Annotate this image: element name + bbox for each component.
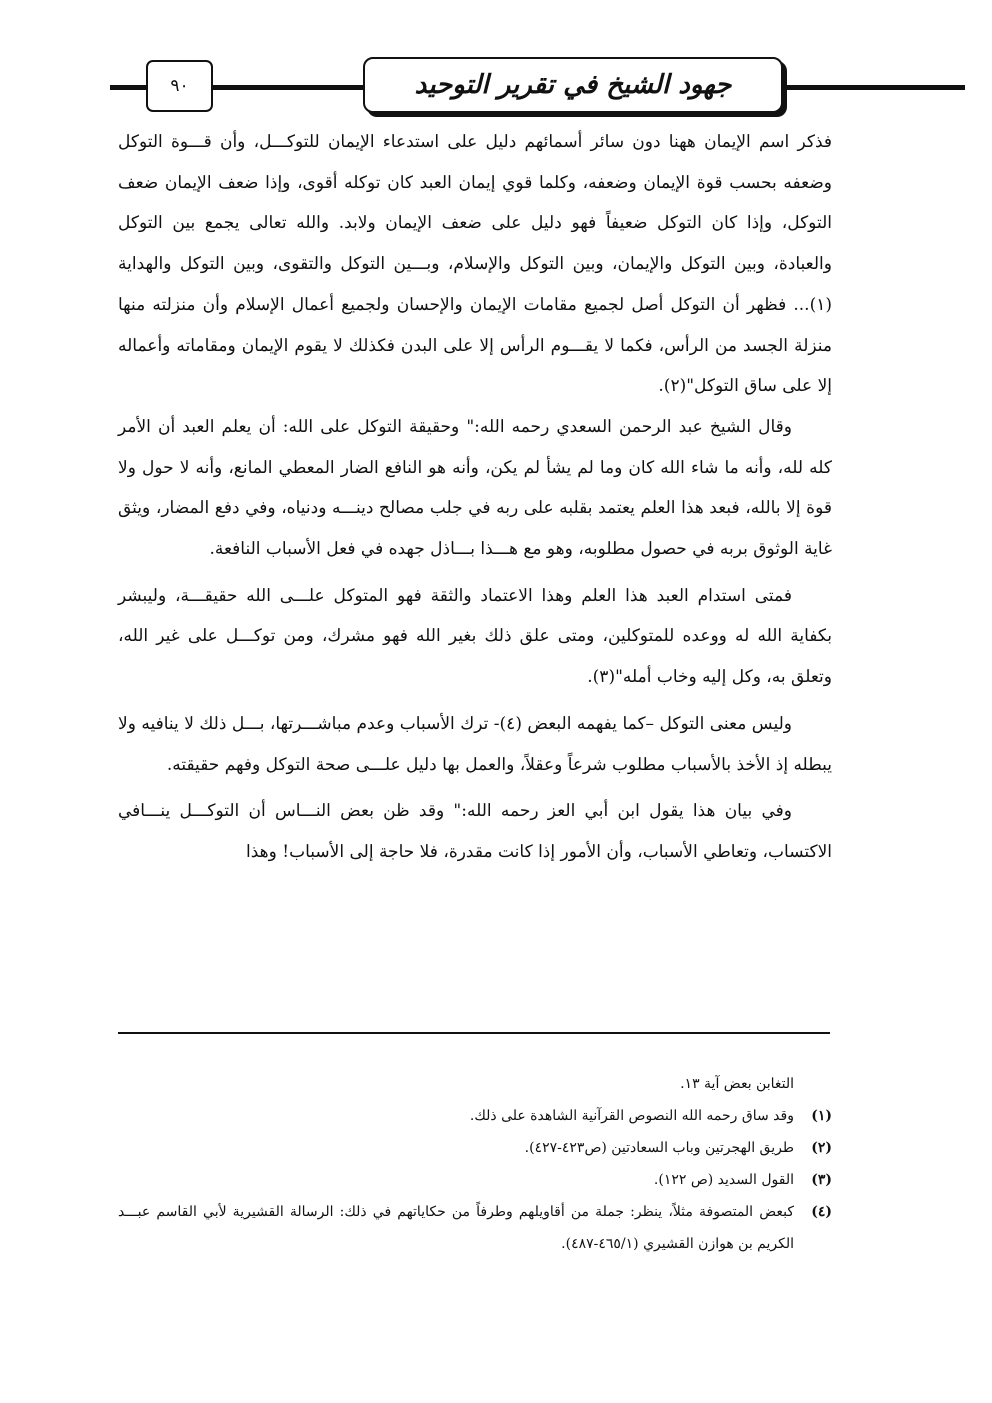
footnote-text: القول السديد (ص ١٢٢). bbox=[653, 1172, 794, 1188]
page-number: ٩٠ bbox=[146, 60, 213, 112]
paragraph: فذكر اسم الإيمان ههنا دون سائر أسمائهم دليل على استدعاء الإيمان للتوكـــل، وأن قـــوة التوكل وضعفه بحسب قوة الإيمان وضعفه، وكلما قوي إيمان العبد كان توكله أقوى، وإذا ضعف الإيمان ضعف التوكل، وإذا كان التوكل ضعيفاً فهو دليل على ضعف الإيمان ولابد. والله تعالى يجمع بين التوكل والعبادة، وبين التوكل والإيمان، وبين التوكل والإسلام، وبـــين التوكل والتقوى، وبين التوكل والهداية (١)... فظهر أن التوكل أصل لجميع مقامات الإيمان والإحسان ولجميع أعمال الإسلام وأن منزلته منها منزلة الجسد من الرأس، فكما لا يقـــوم الرأس إلا على البدن فكذلك لا يقوم الإيمان ومقاماته وأعماله إلا على ساق التوكل"(٢). bbox=[118, 132, 832, 397]
header-rule-left bbox=[110, 85, 146, 90]
footnote-text: وقد ساق رحمه الله النصوص القرآنية الشاهدة على ذلك. bbox=[469, 1108, 794, 1124]
footnote-item bbox=[118, 1100, 832, 1132]
header-rule-middle bbox=[213, 85, 363, 90]
footnote-text: طريق الهجرتين وباب السعادتين (ص٤٢٣-٤٢٧). bbox=[524, 1140, 794, 1156]
footnotes bbox=[118, 1068, 832, 1260]
paragraph: وقال الشيخ عبد الرحمن السعدي رحمه الله:" وحقيقة التوكل على الله: أن يعلم العبد أن الأمر كله لله، وأنه ما شاء الله كان وما لم يشأ لم يكن، وأنه هو النافع الضار المعطي المانع، وأنه لا حول ولا قوة إلا بالله، فبعد هذا العلم يعتمد بقلبه على ربه في جلب مصالح دينـــه ودنياه، وفي دفع المضار، ويثق غاية الوثوق بربه في حصول مطلوبه، وهو مع هـــذا بـــاذل جهده في فعل الأسباب النافعة. bbox=[118, 416, 832, 560]
footnote-separator bbox=[118, 1032, 830, 1034]
footnote-number: (٣) bbox=[811, 1172, 832, 1188]
main-text bbox=[118, 122, 832, 873]
paragraph: وليس معنى التوكل –كما يفهمه البعض (٤)- ترك الأسباب وعدم مباشـــرتها، بـــل ذلك لا ينافيه ولا يبطله إذ الأخذ بالأسباب مطلوب شرعاً وعقلاً، والعمل بها دليل علـــى صحة التوكل وفهم حقيقته. bbox=[118, 713, 832, 775]
paragraph: فمتى استدام العبد هذا العلم وهذا الاعتماد والثقة فهو المتوكل علـــى الله حقيقـــة، وليبشر بكفاية الله له ووعده للمتوكلين، ومتى علق ذلك بغير الله فهو مشرك، ومن توكـــل على غير الله، وتعلق به، وكل إليه وخاب أمله"(٣). bbox=[118, 585, 832, 688]
footnote-lead: التغابن بعض آية ١٣. bbox=[680, 1076, 794, 1092]
paragraph: وفي بيان هذا يقول ابن أبي العز رحمه الله:" وقد ظن بعض النـــاس أن التوكـــل ينـــافي الاكتساب، وتعاطي الأسباب، وأن الأمور إذا كانت مقدرة، فلا حاجة إلى الأسباب! وهذا bbox=[118, 801, 832, 862]
footnote-text: كبعض المتصوفة مثلاً، ينظر: جملة من أقاويلهم وطرفاً من حكاياتهم في ذلك: الرسالة القشيرية لأبي القاسم عبـــد الكريم بن هوازن القشيري (٤٦٥/١-٤٨٧). bbox=[118, 1204, 794, 1252]
footnote-number: (١) bbox=[811, 1108, 832, 1124]
footnote-item bbox=[118, 1132, 832, 1164]
footnote-number: (٤) bbox=[811, 1204, 832, 1220]
footnote-item bbox=[118, 1164, 832, 1196]
footnote-item bbox=[118, 1196, 832, 1260]
footnote-number: (٢) bbox=[811, 1140, 832, 1156]
running-title: جهود الشيخ في تقرير التوحيد bbox=[363, 57, 783, 113]
page-header bbox=[0, 56, 992, 120]
header-rule-right bbox=[783, 85, 965, 90]
